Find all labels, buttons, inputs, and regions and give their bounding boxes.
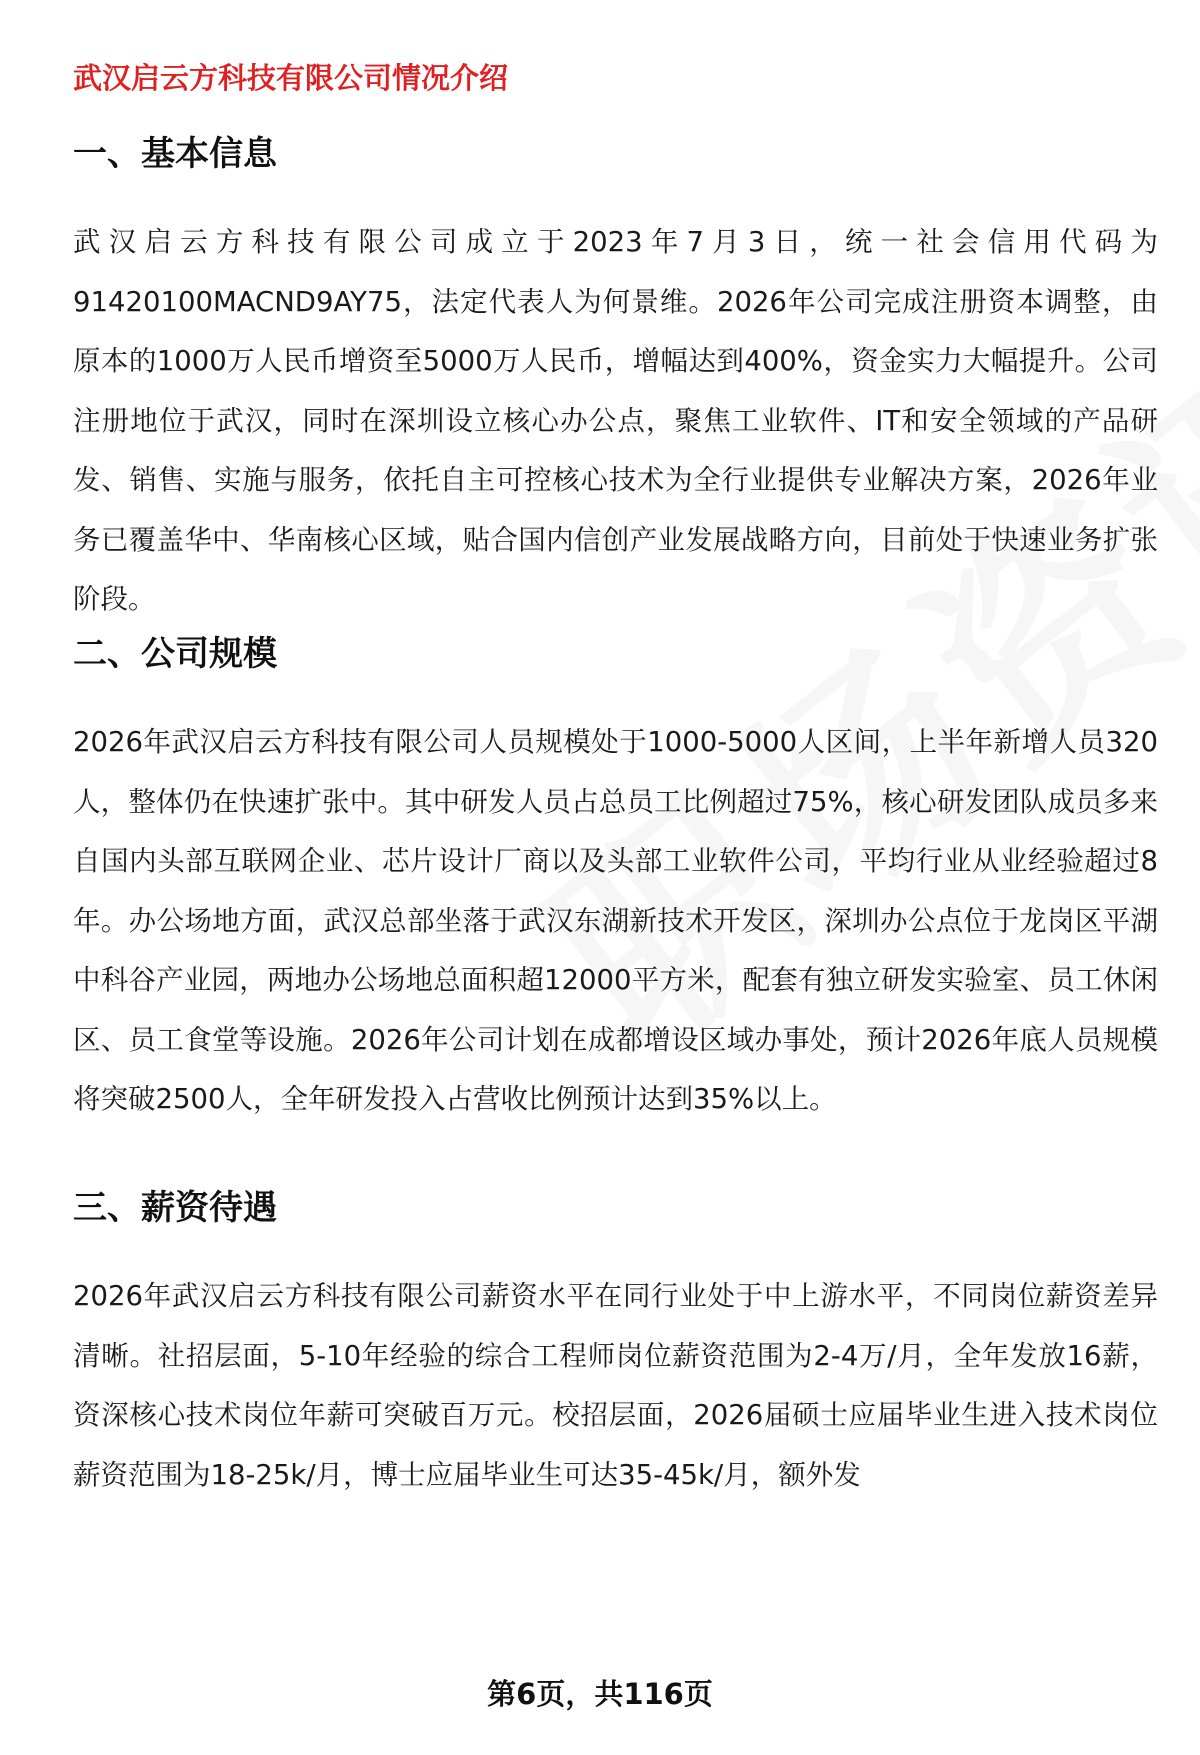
section-body-basic-info: 武汉启云方科技有限公司成立于2023年7月3日，统一社会信用代码为91420100MACND9AY75，法定代表人为何景维。2026年公司完成注册资本调整，由原本的1000万人民币增资至5000万人民币，增幅达到400%，资金实力大幅提升。公司注册地位于武汉，同时在深圳设立核心办公点，聚焦工业软件、IT和安全领域的产品研发、销售、实施与服务，依托自主可控核心技术为全行业提供专业解决方案，2026年业务已覆盖华中、华南核心区域，贴合国内信创产业发展战略方向，目前处于快速业务扩张阶段。 <box>73 226 1158 615</box>
section-heading-company-scale: 二、公司规模 <box>73 634 277 674</box>
section-heading-salary: 三、薪资待遇 <box>73 1188 277 1228</box>
section-body-salary: 2026年武汉启云方科技有限公司薪资水平在同行业处于中上游水平，不同岗位薪资差异清晰。社招层面，5-10年经验的综合工程师岗位薪资范围为2-4万/月，全年发放16薪，资深核心技术岗位年薪可突破百万元。校招层面，2026届硕士应届毕业生进入技术岗位薪资范围为18-25k/月，博士应届毕业生可达35-45k/月，额外发 <box>73 1280 1158 1491</box>
section-heading-basic-info: 一、基本信息 <box>73 134 277 174</box>
page-number-footer: 第6页，共116页 <box>487 1677 713 1711</box>
section-body-company-scale: 2026年武汉启云方科技有限公司人员规模处于1000-5000人区间，上半年新增人员320人，整体仍在快速扩张中。其中研发人员占总员工比例超过75%，核心研发团队成员多来自国内头部互联网企业、芯片设计厂商以及头部工业软件公司，平均行业从业经验超过8年。办公场地方面，武汉总部坐落于武汉东湖新技术开发区，深圳办公点位于龙岗区平湖中科谷产业园，两地办公场地总面积超12000平方米，配套有独立研发实验室、员工休闲区、员工食堂等设施。2026年公司计划在成都增设区域办事处，预计2026年底人员规模将突破2500人，全年研发投入占营收比例预计达到35%以上。 <box>73 726 1158 1115</box>
document-title: 武汉启云方科技有限公司情况介绍 <box>73 61 509 95</box>
